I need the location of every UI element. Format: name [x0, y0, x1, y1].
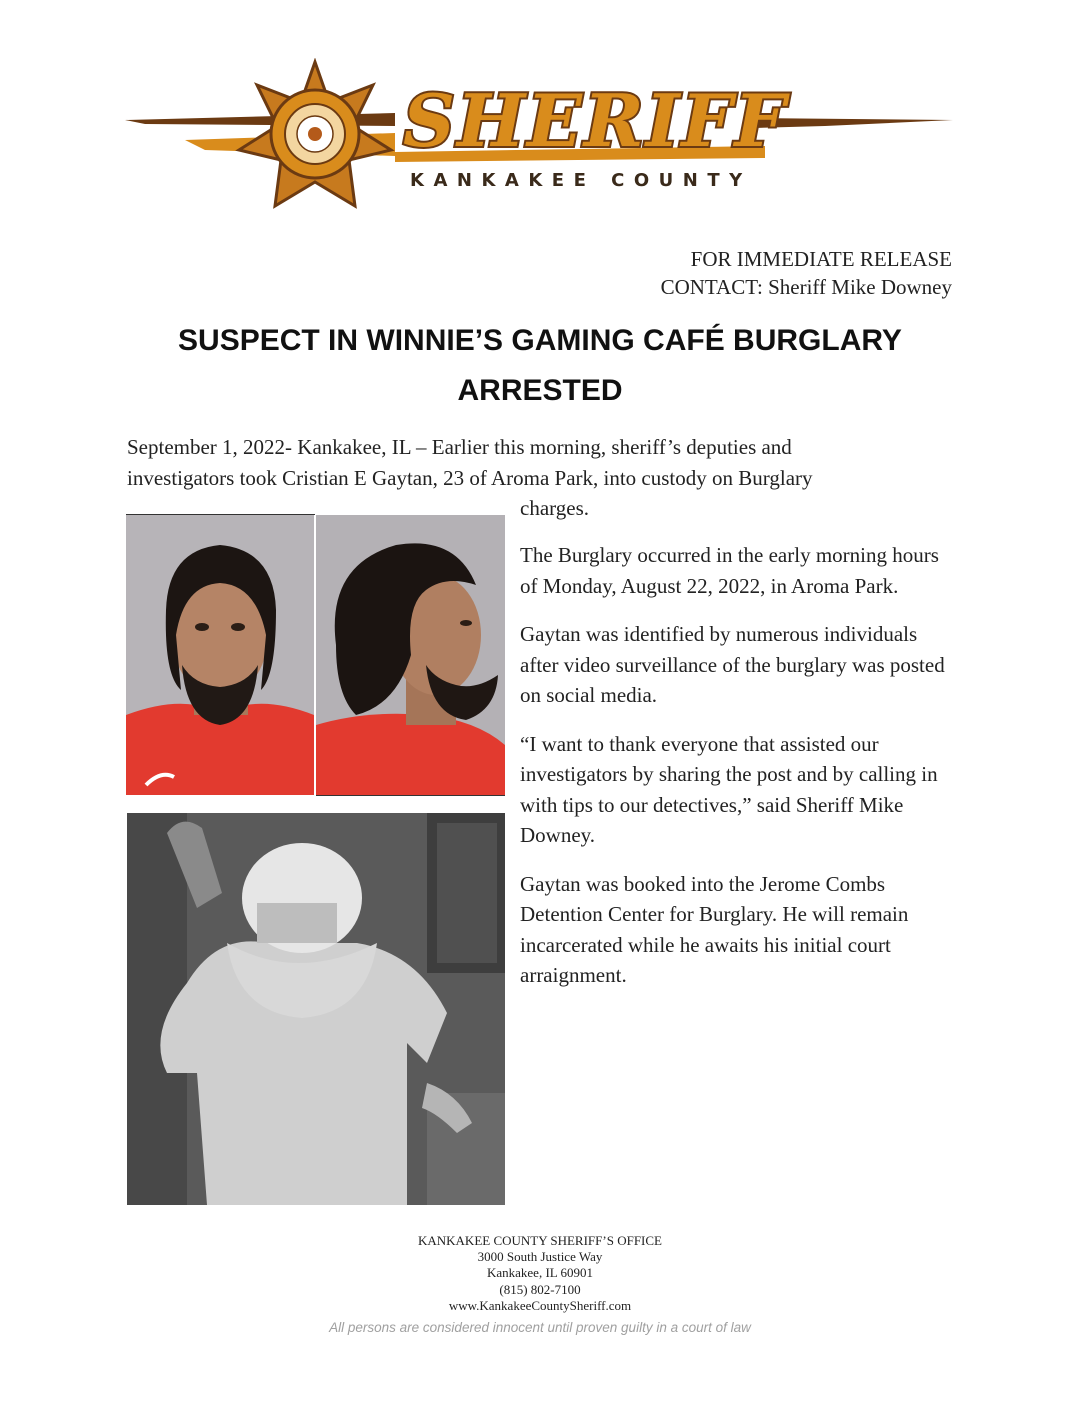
- photo-rule-bottom: [316, 795, 505, 796]
- page-title: [130, 316, 950, 416]
- footer: [0, 1233, 1080, 1336]
- sheriff-logo: [125, 58, 955, 228]
- footer-website[interactable]: www.KankakeeCountySheriff.com: [448, 1297, 632, 1313]
- release-block: [661, 245, 952, 301]
- star-badge-icon: [239, 62, 391, 206]
- footer-office: KANKAKEE COUNTY SHERIFF’S OFFICE: [417, 1233, 662, 1248]
- mugshot-front-photo: [126, 515, 314, 795]
- lead-line-3: charges.: [520, 496, 589, 520]
- lead-line-1: September 1, 2022- Kankakee, IL – Earlier this morning, sheriff’s deputies and: [127, 435, 792, 459]
- headline-line-2: ARRESTED: [457, 374, 623, 407]
- footer-disclaimer: All persons are considered innocent until proven guilty in a court of law: [329, 1320, 751, 1336]
- body-paragraph-3: “I want to thank everyone that assisted our investigators by sharing the post and by calling in with tips to our detectives,” said Sheriff Mike Downey.: [520, 731, 938, 847]
- surveillance-photo: [127, 813, 505, 1205]
- logo-title: SHERIFF: [403, 78, 788, 163]
- body-column: [520, 540, 960, 1009]
- footer-address-1: 3000 South Justice Way: [477, 1249, 603, 1265]
- release-label: FOR IMMEDIATE RELEASE: [690, 247, 952, 271]
- headline-line-1: SUSPECT IN WINNIE’S GAMING CAFÉ BURGLARY: [178, 324, 902, 357]
- body-paragraph-4: Gaytan was booked into the Jerome Combs Detention Center for Burglary. He will remain incarcerated while he awaits his initial court arraignment.: [520, 871, 909, 987]
- body-paragraph-2: Gaytan was identified by numerous individuals after video surveillance of the burglary was posted on social media.: [520, 622, 945, 707]
- mugshot-side-photo: [316, 515, 505, 795]
- release-contact: CONTACT: Sheriff Mike Downey: [660, 275, 952, 299]
- lead-line-2: investigators took Cristian E Gaytan, 23 of Aroma Park, into custody on Burglary: [127, 465, 813, 490]
- body-paragraph-1: The Burglary occurred in the early morning hours of Monday, August 22, 2022, in Aroma Park.: [520, 543, 939, 598]
- footer-address-2: Kankakee, IL 60901: [486, 1265, 593, 1281]
- lead-paragraph: [127, 432, 907, 493]
- logo-subtitle: KANKAKEE COUNTY: [410, 170, 752, 191]
- footer-phone: (815) 802-7100: [499, 1281, 581, 1297]
